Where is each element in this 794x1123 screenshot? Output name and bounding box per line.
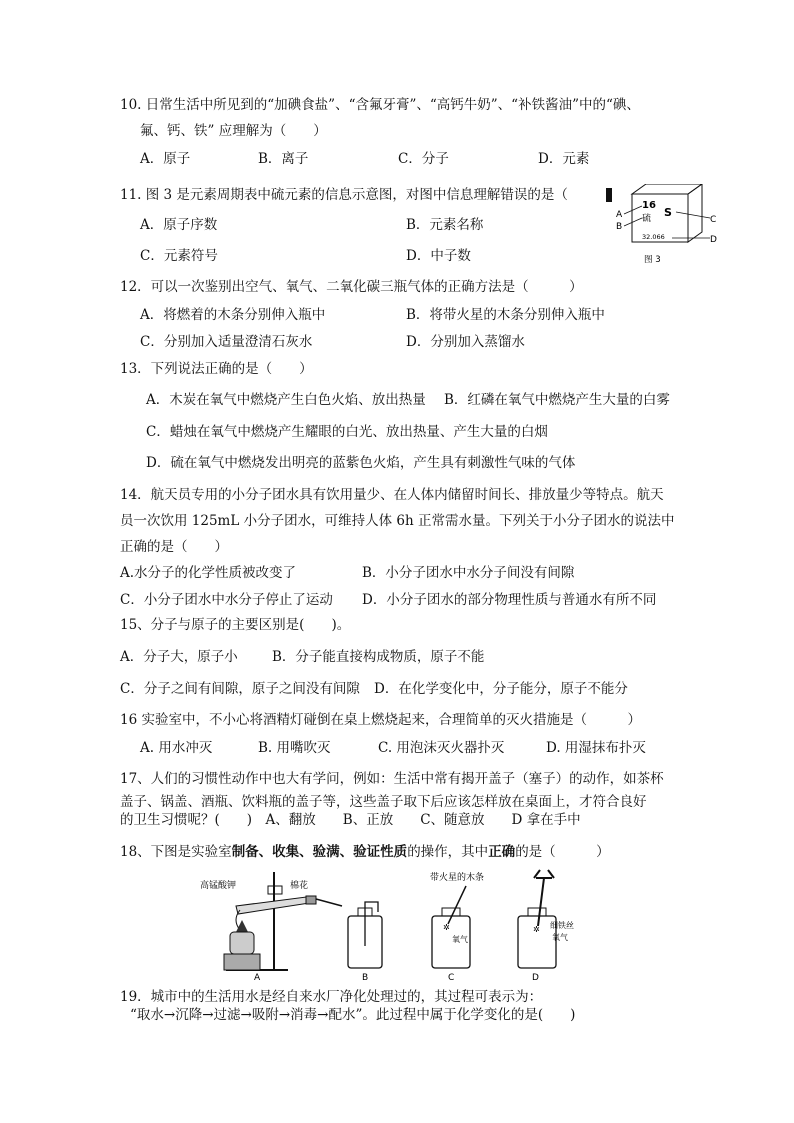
- apparatus-a: [200, 872, 342, 982]
- q16-option-c: C. 用泡沫灭火器扑灭: [378, 740, 505, 756]
- q19-line2: “取水→沉降→过滤→吸附→消毒→配水”。此过程中属于化学变化的是( ): [130, 1007, 576, 1023]
- q16-option-d: D. 用湿抹布扑灭: [546, 740, 646, 756]
- q10-option-a: A．原子: [140, 151, 191, 167]
- q12-option-c: C．分别加入适量澄清石灰水: [140, 334, 313, 350]
- q11-option-d: D．中子数: [406, 248, 471, 264]
- kmno4-label: 高锰酸钾: [200, 881, 237, 891]
- element-symbol: S: [664, 206, 672, 219]
- q11-option-c: C．元素符号: [140, 248, 218, 264]
- q15-option-a: A．分子大，原子小: [120, 649, 238, 665]
- label-c: C: [710, 215, 717, 225]
- q15-option-d: D．在化学变化中，分子能分，原子不能分: [374, 681, 628, 697]
- sulfur-element-figure: [606, 184, 726, 266]
- apparatus-c: [430, 871, 484, 982]
- q10-option-b: B．离子: [258, 151, 309, 167]
- atomic-number: 16: [642, 200, 656, 211]
- q19-line1: 19．城市中的生活用水是经自来水厂净化处理过的，其过程可表示为：: [120, 989, 543, 1005]
- q17-line1: 17、人们的习惯性动作中也大有学问，例如：生活中常有揭开盖子（塞子）的动作，如茶杯: [120, 771, 664, 787]
- q18-post: 的是（ ）: [515, 844, 610, 860]
- q12-option-a: A．将燃着的木条分别伸入瓶中: [140, 307, 326, 323]
- label-b: B: [616, 222, 623, 232]
- q17-line2: 盖子、锅盖、酒瓶、饮料瓶的盖子等，这些盖子取下后应该怎样放在桌面上，才符合良好: [120, 794, 647, 810]
- q14-option-d: D．小分子团水的部分物理性质与普通水有所不同: [362, 592, 657, 608]
- q18-bold-correct: 正确: [488, 844, 516, 860]
- q13-option-a: A．木炭在氧气中燃烧产生白色火焰、放出热量: [146, 392, 426, 408]
- q14-line3: 正确的是（ ）: [120, 539, 228, 555]
- q16-option-a: A. 用水冲灭: [140, 740, 213, 756]
- cotton-label: 棉花: [290, 881, 309, 891]
- label-d: D: [710, 235, 717, 245]
- svg-text:✲: ✲: [443, 923, 450, 932]
- q16-option-b: B. 用嘴吹灭: [258, 740, 331, 756]
- oxygen-label-d: 氧气: [552, 933, 568, 942]
- atomic-mass: 32.066: [642, 233, 665, 241]
- q18-mid: 的操作，其中: [407, 844, 489, 860]
- q13-option-b: B．红磷在氧气中燃烧产生大量的白雾: [444, 392, 670, 408]
- q10-option-d: D．元素: [538, 151, 590, 167]
- q14-line1: 14．航天员专用的小分子团水具有饮用量少、在人体内储留时间长、排放量少等特点。航天: [120, 487, 664, 503]
- q12-option-b: B．将带火星的木条分别伸入瓶中: [406, 307, 605, 323]
- q17-line3: 的卫生习惯呢？( ) A、翻放 B、正放 C、随意放 D 拿在手中: [120, 812, 581, 828]
- label-c: C: [448, 973, 455, 982]
- q15-line1: 15、分子与原子的主要区别是( )。: [120, 617, 351, 633]
- wire-label: 细铁丝: [550, 921, 574, 930]
- q14-line2: 员一次饮用 125mL 小分子团水，可维持人体 6h 正常需水量。下列关于小分子团水的说法中: [120, 513, 675, 529]
- q14-option-a: A.水分子的化学性质被改变了: [120, 565, 297, 581]
- q18-line1: [120, 843, 610, 861]
- label-b: B: [362, 973, 369, 982]
- label-a: A: [254, 973, 261, 982]
- oxygen-label-c: 氧气: [452, 935, 468, 944]
- q10-line2: 氟、钙、铁” 应理解为（ ）: [140, 123, 327, 139]
- q11-option-a: A．原子序数: [140, 217, 218, 233]
- figure-caption: 图 3: [644, 255, 661, 265]
- q14-option-b: B．小分子团水中水分子间没有间隙: [362, 565, 575, 581]
- element-name: 硫: [642, 214, 652, 224]
- q10-option-c: C．分子: [398, 151, 449, 167]
- q18-bold-operations: 制备、收集、验满、验证性质: [231, 844, 408, 860]
- q12-option-d: D．分别加入蒸馏水: [406, 334, 525, 350]
- q11-line1: 11. 图 3 是元素周期表中硫元素的信息示意图，对图中信息理解错误的是（: [120, 187, 568, 203]
- q18-pre: 18、下图是实验室: [120, 844, 232, 860]
- q15-option-b: B．分子能直接构成物质，原子不能: [272, 649, 485, 665]
- q12-line1: 12．可以一次鉴别出空气、氧气、二氧化碳三瓶气体的正确方法是（ ）: [120, 279, 583, 295]
- q13-option-c: C．蜡烛在氧气中燃烧产生耀眼的白光、放出热量、产生大量的白烟: [146, 424, 548, 440]
- apparatus-b: [348, 902, 382, 982]
- splint-label: 带火星的木条: [430, 873, 485, 883]
- lab-apparatus-figure: [196, 866, 576, 982]
- q14-option-c: C．小分子团水中水分子停止了运动: [120, 592, 333, 608]
- apparatus-d: [518, 870, 574, 982]
- q10-line1: 10. 日常生活中所见到的“加碘食盐”、“含氟牙膏”、“高钙牛奶”、“补铁酱油”中的“碘、: [120, 97, 640, 113]
- q13-option-d: D．硫在氧气中燃烧发出明亮的蓝紫色火焰，产生具有刺激性气味的气体: [146, 455, 576, 471]
- q16-line1: 16 实验室中，不小心将酒精灯碰倒在桌上燃烧起来，合理简单的灭火措施是（ ）: [120, 712, 641, 728]
- q15-option-c: C．分子之间有间隙，原子之间没有间隙: [120, 681, 360, 697]
- label-a: A: [616, 210, 623, 220]
- q13-line1: 13．下列说法正确的是（ ）: [120, 361, 313, 377]
- svg-text:✲: ✲: [533, 925, 540, 934]
- label-d: D: [532, 973, 539, 982]
- q11-option-b: B．元素名称: [406, 217, 484, 233]
